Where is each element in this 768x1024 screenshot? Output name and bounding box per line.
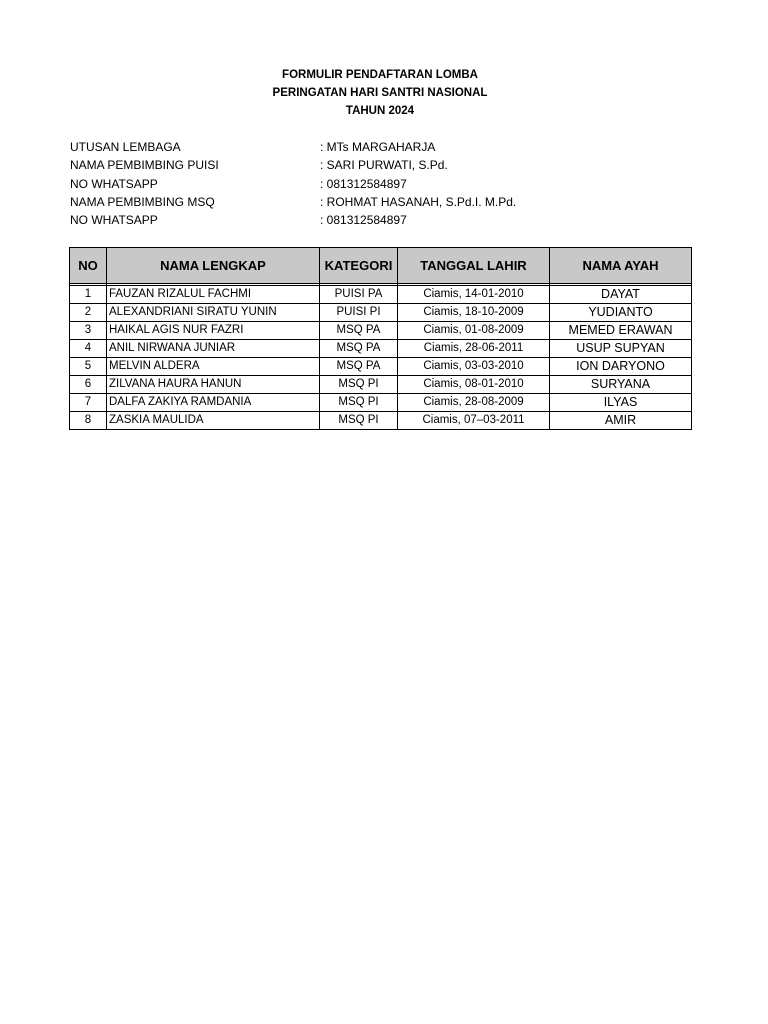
table-row — [70, 376, 692, 394]
cell-nama-lengkap: FAUZAN RIZALUL FACHMI — [107, 286, 320, 304]
cell-tanggal-lahir: Ciamis, 08-01-2010 — [398, 376, 550, 394]
cell-nama-lengkap: ANIL NIRWANA JUNIAR — [107, 340, 320, 358]
table-row — [70, 286, 692, 304]
cell-nama-lengkap: ZASKIA MAULIDA — [107, 412, 320, 430]
table-header-row — [70, 248, 692, 284]
cell-tanggal-lahir: Ciamis, 01-08-2009 — [398, 322, 550, 340]
cell-tanggal-lahir: Ciamis, 03-03-2010 — [398, 358, 550, 376]
col-header-tanggal-lahir: TANGGAL LAHIR — [398, 248, 550, 284]
event-title: PERINGATAN HARI SANTRI NASIONAL — [272, 87, 488, 99]
info-value-whatsapp-1: : 081312584897 — [320, 177, 407, 191]
year-title: TAHUN 2024 — [345, 105, 415, 117]
cell-no: 7 — [70, 394, 107, 412]
cell-kategori: MSQ PI — [320, 376, 398, 394]
info-label-pembimbing-puisi: NAMA PEMBIMBING PUISI — [70, 158, 219, 172]
cell-no: 1 — [70, 286, 107, 304]
cell-no: 3 — [70, 322, 107, 340]
cell-no: 8 — [70, 412, 107, 430]
cell-nama-lengkap: DALFA ZAKIYA RAMDANIA — [107, 394, 320, 412]
info-value-pembimbing-puisi: : SARI PURWATI, S.Pd. — [320, 158, 448, 172]
cell-no: 2 — [70, 304, 107, 322]
info-label-utusan: UTUSAN LEMBAGA — [70, 140, 181, 154]
cell-nama-lengkap: MELVIN ALDERA — [107, 358, 320, 376]
cell-tanggal-lahir: Ciamis, 14-01-2010 — [398, 286, 550, 304]
cell-nama-lengkap: HAIKAL AGIS NUR FAZRI — [107, 322, 320, 340]
col-header-kategori: KATEGORI — [320, 248, 398, 284]
cell-kategori: MSQ PI — [320, 394, 398, 412]
cell-tanggal-lahir: Ciamis, 28-08-2009 — [398, 394, 550, 412]
info-label-whatsapp-2: NO WHATSAPP — [70, 213, 158, 227]
cell-nama-ayah: SURYANA — [550, 376, 692, 394]
col-header-no: NO — [70, 248, 107, 284]
cell-kategori: MSQ PI — [320, 412, 398, 430]
cell-kategori: MSQ PA — [320, 340, 398, 358]
info-label-whatsapp-1: NO WHATSAPP — [70, 177, 158, 191]
cell-kategori: PUISI PI — [320, 304, 398, 322]
table-row — [70, 358, 692, 376]
cell-no: 6 — [70, 376, 107, 394]
cell-nama-lengkap: ALEXANDRIANI SIRATU YUNIN — [107, 304, 320, 322]
cell-no: 4 — [70, 340, 107, 358]
cell-kategori: PUISI PA — [320, 286, 398, 304]
cell-nama-ayah: DAYAT — [550, 286, 692, 304]
cell-no: 5 — [70, 358, 107, 376]
cell-tanggal-lahir: Ciamis, 07–03-2011 — [398, 412, 550, 430]
cell-nama-ayah: ILYAS — [550, 394, 692, 412]
table-row — [70, 340, 692, 358]
cell-kategori: MSQ PA — [320, 322, 398, 340]
table-row — [70, 412, 692, 430]
registration-table — [69, 247, 692, 430]
info-value-pembimbing-msq: : ROHMAT HASANAH, S.Pd.I. M.Pd. — [320, 195, 517, 209]
cell-nama-ayah: YUDIANTO — [550, 304, 692, 322]
cell-nama-ayah: MEMED ERAWAN — [550, 322, 692, 340]
col-header-nama-ayah: NAMA AYAH — [550, 248, 692, 284]
col-header-nama-lengkap: NAMA LENGKAP — [107, 248, 320, 284]
cell-nama-ayah: ION DARYONO — [550, 358, 692, 376]
table-row — [70, 304, 692, 322]
cell-tanggal-lahir: Ciamis, 18-10-2009 — [398, 304, 550, 322]
cell-nama-ayah: AMIR — [550, 412, 692, 430]
table-row — [70, 394, 692, 412]
cell-kategori: MSQ PA — [320, 358, 398, 376]
cell-tanggal-lahir: Ciamis, 28-06-2011 — [398, 340, 550, 358]
info-label-pembimbing-msq: NAMA PEMBIMBING MSQ — [70, 195, 215, 209]
form-title: FORMULIR PENDAFTARAN LOMBA — [282, 69, 478, 81]
cell-nama-lengkap: ZILVANA HAURA HANUN — [107, 376, 320, 394]
table-row — [70, 322, 692, 340]
cell-nama-ayah: USUP SUPYAN — [550, 340, 692, 358]
info-value-utusan: : MTs MARGAHARJA — [320, 140, 436, 154]
info-value-whatsapp-2: : 081312584897 — [320, 213, 407, 227]
